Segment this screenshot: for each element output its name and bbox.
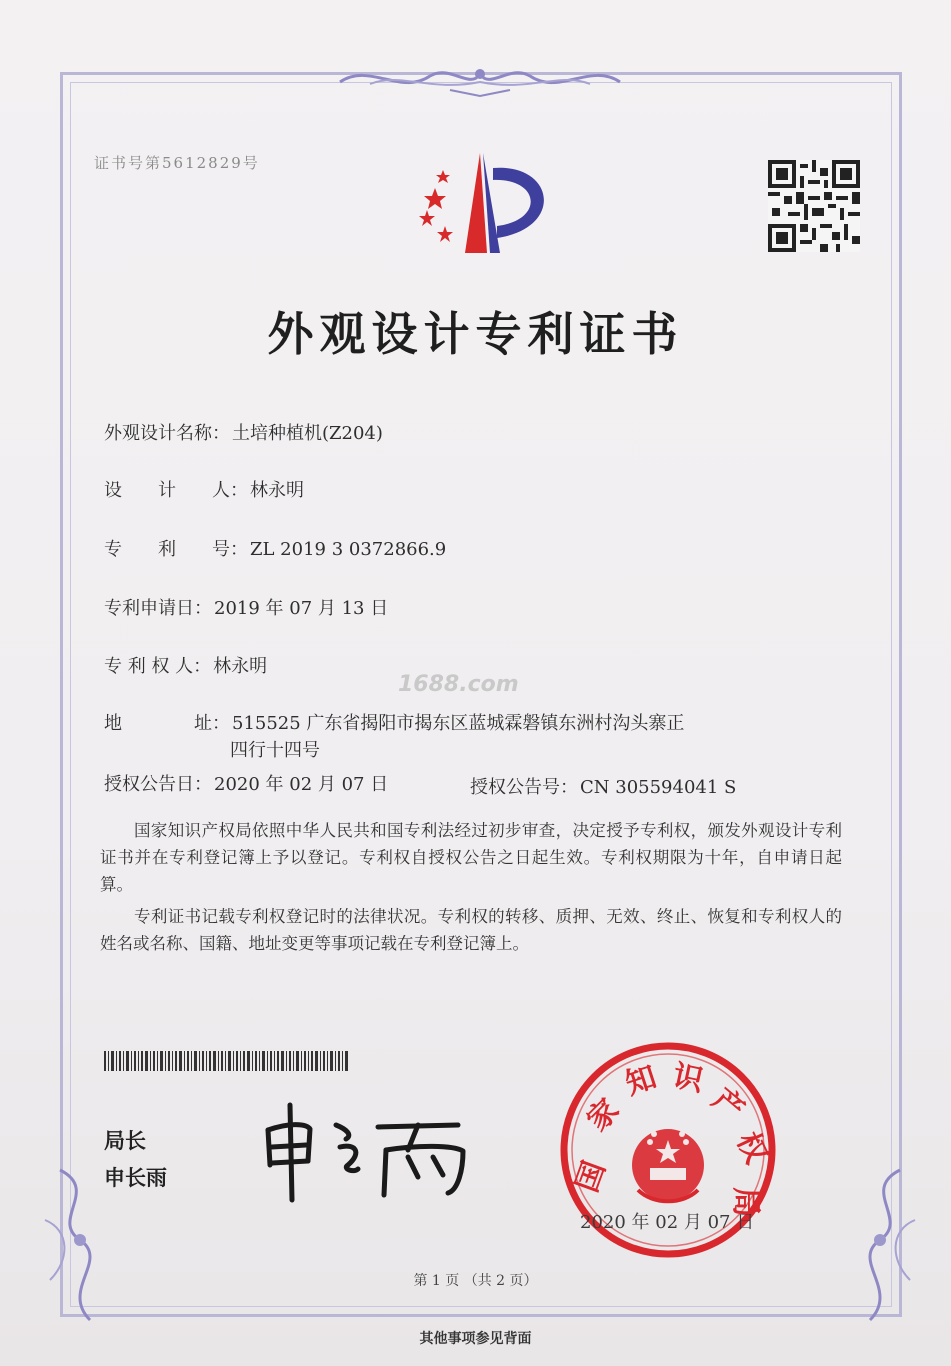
certificate-title: 外观设计专利证书 bbox=[267, 307, 684, 361]
top-ornament bbox=[330, 60, 630, 100]
footer-note: 其他事项参见背面 bbox=[419, 1331, 532, 1347]
filing-date-label: 专利申请日： bbox=[104, 598, 212, 619]
svg-text:家: 家 bbox=[580, 1092, 627, 1139]
grant-number-row bbox=[470, 773, 736, 799]
barcode-icon bbox=[104, 1051, 348, 1071]
watermark: 1688.com bbox=[398, 672, 519, 697]
design-name-label: 外观设计名称： bbox=[104, 423, 230, 444]
patent-number-label: 专 利 号： bbox=[104, 539, 248, 560]
grant-number-label: 授权公告号： bbox=[470, 777, 578, 798]
svg-text:产: 产 bbox=[705, 1081, 751, 1128]
address-row bbox=[104, 709, 684, 735]
patentee-value: 林永明 bbox=[213, 656, 268, 677]
patent-number-row bbox=[104, 535, 446, 561]
director-title: 局长 bbox=[104, 1128, 146, 1153]
address-line2: 四行十四号 bbox=[230, 740, 320, 761]
patent-number-value: ZL 2019 3 0372866.9 bbox=[250, 539, 447, 560]
address-label: 地 址： bbox=[104, 713, 230, 734]
designer-row bbox=[104, 476, 304, 502]
filing-date-row bbox=[104, 594, 388, 620]
page-number: 第 1 页 （共 2 页） bbox=[413, 1273, 538, 1289]
filing-date-value: 2019 年 07 月 13 日 bbox=[214, 598, 389, 619]
seal-date: 2020 年 02 月 07 日 bbox=[580, 1212, 755, 1233]
patentee-label: 专 利 权 人： bbox=[104, 656, 212, 677]
qr-code-icon bbox=[768, 160, 860, 252]
grant-date-row bbox=[104, 770, 388, 796]
signature-icon bbox=[258, 1095, 478, 1205]
address-line1: 515525 广东省揭阳市揭东区蓝城霖磐镇东洲村沟头寨正 bbox=[232, 713, 685, 734]
patentee-row bbox=[104, 652, 267, 678]
bottom-right-ornament bbox=[830, 1160, 920, 1330]
svg-text:国: 国 bbox=[569, 1156, 613, 1197]
grant-number-value: CN 305594041 S bbox=[580, 777, 737, 798]
cnipa-logo-icon bbox=[405, 148, 565, 258]
grant-date-value: 2020 年 02 月 07 日 bbox=[214, 774, 389, 795]
certificate-number: 证书号第5612829号 bbox=[94, 154, 260, 172]
body-paragraph-2: 专利证书记载专利权登记时的法律状况。专利权的转移、质押、无效、终止、恢复和专利权人的姓名或名称、国籍、地址变更等事项记载在专利登记簿上。 bbox=[100, 907, 842, 953]
svg-text:识: 识 bbox=[669, 1058, 707, 1099]
design-name-row bbox=[104, 419, 383, 445]
designer-value: 林永明 bbox=[250, 480, 304, 501]
director-name: 申长雨 bbox=[104, 1165, 167, 1190]
design-name-value: 土培种植机(Z204) bbox=[232, 423, 383, 444]
grant-date-label: 授权公告日： bbox=[104, 774, 212, 795]
svg-text:知: 知 bbox=[621, 1059, 661, 1103]
svg-text:权: 权 bbox=[729, 1126, 774, 1169]
svg-text:局: 局 bbox=[728, 1187, 763, 1217]
body-paragraph-1: 国家知识产权局依照中华人民共和国专利法经过初步审查，决定授予专利权，颁发外观设计专利证书并在专利登记簿上予以登记。专利权自授权公告之日起生效。专利权期限为十年，自申请日起算。 bbox=[100, 821, 842, 894]
designer-label: 设 计 人： bbox=[104, 480, 248, 501]
